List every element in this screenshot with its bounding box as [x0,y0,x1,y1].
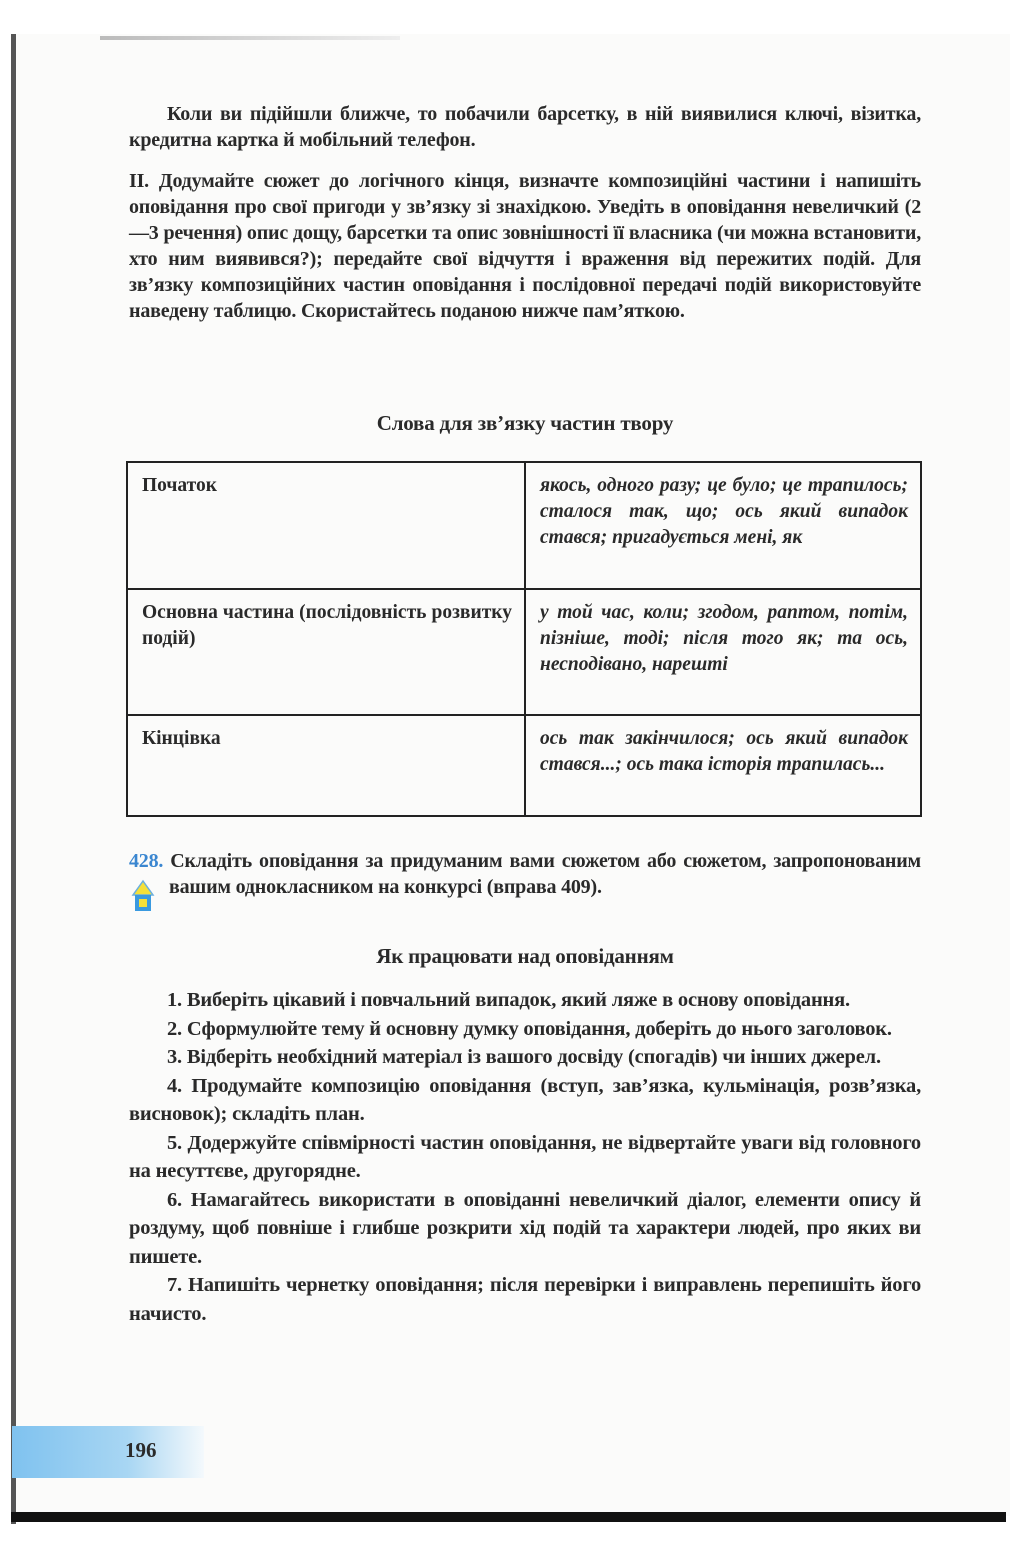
task-two-paragraph: ІІ. Додумайте сюжет до логічного кінця, визначте композиційні частини і напишіть оповідання про свої пригоди у зв’язку зі знахідкою. Уведіть в оповідання невеличкий (2—3 речення) опис дощу, барсетки та опис зовнішності її власника (чи можна встановити, хто ним виявився?); передайте свої відчуття і враження від пережитих подій. Для зв’язку композиційних частин оповідання і послідовної передачі подій використовуйте наведену таблицю. Скористайтесь поданою нижче пам’яткою. [129,170,921,322]
table-cell-part: Початок [127,462,525,589]
list-item: 7. Напишіть чернетку оповідання; після перевірки і виправлень перепишіть його начисто. [129,1274,921,1325]
exercise-text: Складіть оповідання за придуманим вами сюжетом або сюжетом, запропонованим вашим однокласником на конкурсі (вправа 409). [169,850,921,898]
list-item: 5. Додержуйте співмірності частин оповідання, не відвертайте уваги від головного на несуттєве, другорядне. [129,1131,921,1182]
scan-shadow [100,36,400,40]
table-cell-words: у той час, коли; згодом, раптом, потім, пізніше, тоді; після того як; та ось, несподівано, нарешті [525,589,921,715]
table-row [127,715,921,816]
list-item: 3. Відберіть необхідний матеріал із вашого досвіду (спогадів) чи інших джерел. [167,1046,881,1068]
exercise-428 [129,848,921,900]
table-cell-words: ось так закінчилося; ось який випадок стався...; ось така історія трапилась... [525,715,921,816]
table-cell-words: якось, одного разу; це було; це трапилось; сталося так, що; ось який випадок стався; пригадується мені, як [525,462,921,589]
intro-paragraph: Коли ви підійшли ближче, то побачили барсетку, в ній виявилися ключі, візитка, кредитна картка й мобільний телефон. [129,103,921,151]
memo-list [129,986,921,1328]
page-bottom-edge [11,1512,1006,1522]
list-item: 4. Продумайте композицію оповідання (вступ, зав’язка, кульмінація, розв’язка, висновок); складіть план. [129,1074,921,1125]
table-row [127,589,921,715]
page-number-tab [12,1426,204,1478]
table-title: Слова для зв’язку частин твору [376,411,674,435]
list-item: 6. Намагайтесь використати в оповіданні невеличкий діалог, елементи опису й роздуму, щоб повніше і глибше розкрити хід подій та характери людей, про яких ви пишете. [129,1188,921,1268]
page-binding-edge [11,34,16,1524]
list-item: 1. Виберіть цікавий і повчальний випадок, який ляже в основу оповідання. [167,989,850,1011]
table-cell-part: Кінцівка [127,715,525,816]
exercise-number: 428. [129,850,164,872]
memo-title: Як працювати над оповіданням [376,944,674,968]
house-icon [131,879,155,915]
table-cell-part: Основна частина (послідовність розвитку подій) [127,589,525,715]
table-row [127,462,921,589]
linking-words-table [126,461,922,817]
page-number: 196 [125,1438,157,1462]
list-item: 2. Сформулюйте тему й основну думку оповідання, доберіть до нього заголовок. [167,1017,892,1040]
